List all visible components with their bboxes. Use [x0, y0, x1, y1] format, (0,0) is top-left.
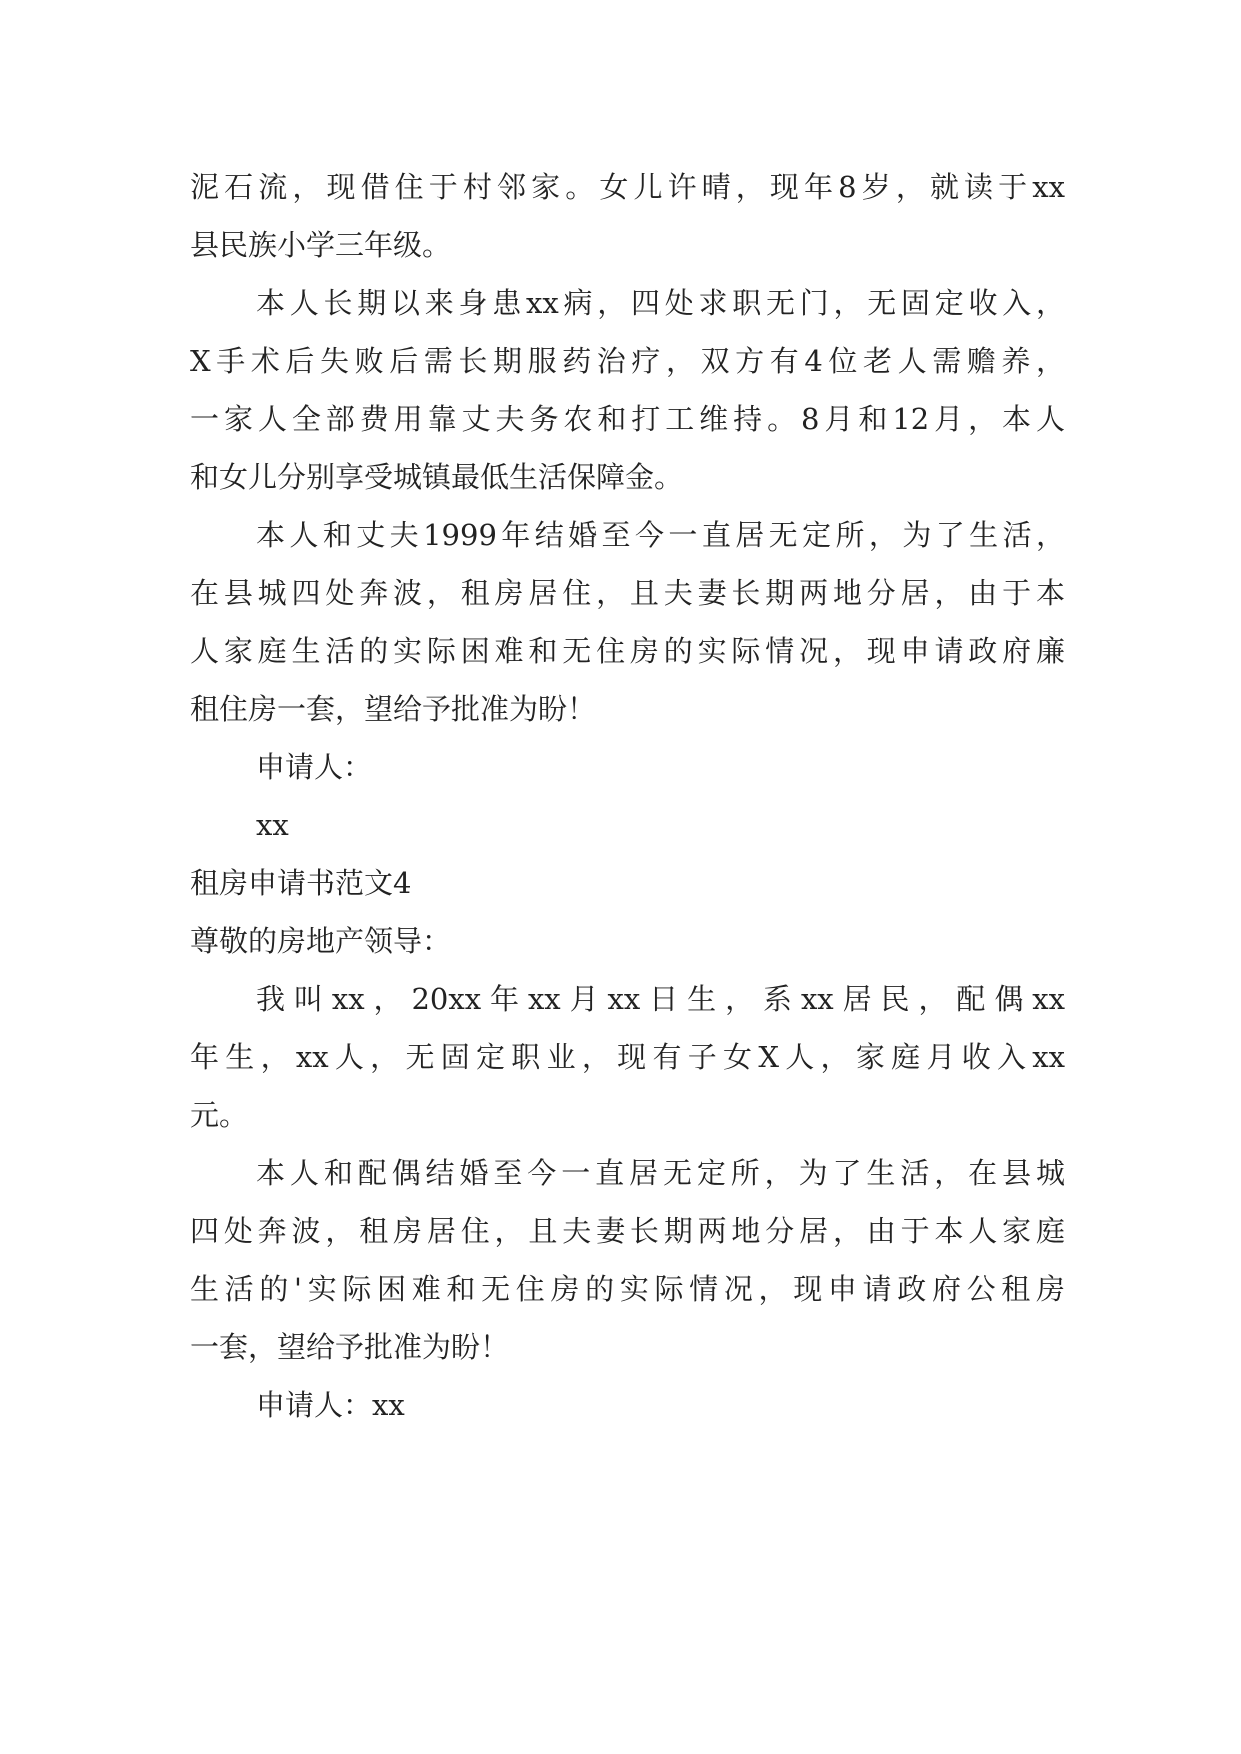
body-line: 租住房一套，望给予批准为盼！	[190, 692, 597, 726]
body-line: 在县城四处奔波，租房居住，且夫妻长期两地分居，由于本	[190, 576, 1065, 610]
body-line: 县民族小学三年级。	[190, 228, 452, 262]
body-line: 人家庭生活的实际困难和无住房的实际情况，现申请政府廉	[190, 634, 1065, 668]
body-line: 生活的'实际困难和无住房的实际情况，现申请政府公租房	[190, 1272, 1065, 1306]
body-line: 四处奔波，租房居住，且夫妻长期两地分居，由于本人家庭	[190, 1214, 1065, 1248]
paragraph-first-line: 本人和配偶结婚至今一直居无定所，为了生活，在县城	[256, 1156, 1065, 1190]
body-line: 一家人全部费用靠丈夫务农和打工维持。8月和12月，本人	[190, 402, 1065, 436]
section-heading: 租房申请书范文4	[190, 866, 412, 900]
body-line: X手术后失败后需长期服药治疗，双方有4位老人需赡养，	[190, 344, 1065, 378]
signature-name: xx	[256, 808, 289, 842]
paragraph-first-line: 我叫xx，20xx年xx月xx日生，系xx居民，配偶xx	[256, 982, 1065, 1016]
body-line: 一套，望给予批准为盼！	[190, 1330, 510, 1364]
body-line: 和女儿分别享受城镇最低生活保障金。	[190, 460, 684, 494]
salutation: 尊敬的房地产领导：	[190, 924, 452, 958]
body-line: 元。	[190, 1098, 249, 1132]
signature-label: 申请人：	[256, 750, 373, 784]
paragraph-first-line: 本人长期以来身患xx病，四处求职无门，无固定收入，	[256, 286, 1065, 320]
body-line: 年生，xx人，无固定职业，现有子女X人，家庭月收入xx	[190, 1040, 1065, 1074]
body-line: 泥石流，现借住于村邻家。女儿许晴，现年8岁，就读于xx	[190, 170, 1065, 204]
document-body	[190, 158, 1065, 1434]
paragraph-first-line: 本人和丈夫1999年结婚至今一直居无定所，为了生活，	[256, 518, 1065, 552]
signature-line: 申请人：xx	[256, 1388, 405, 1422]
